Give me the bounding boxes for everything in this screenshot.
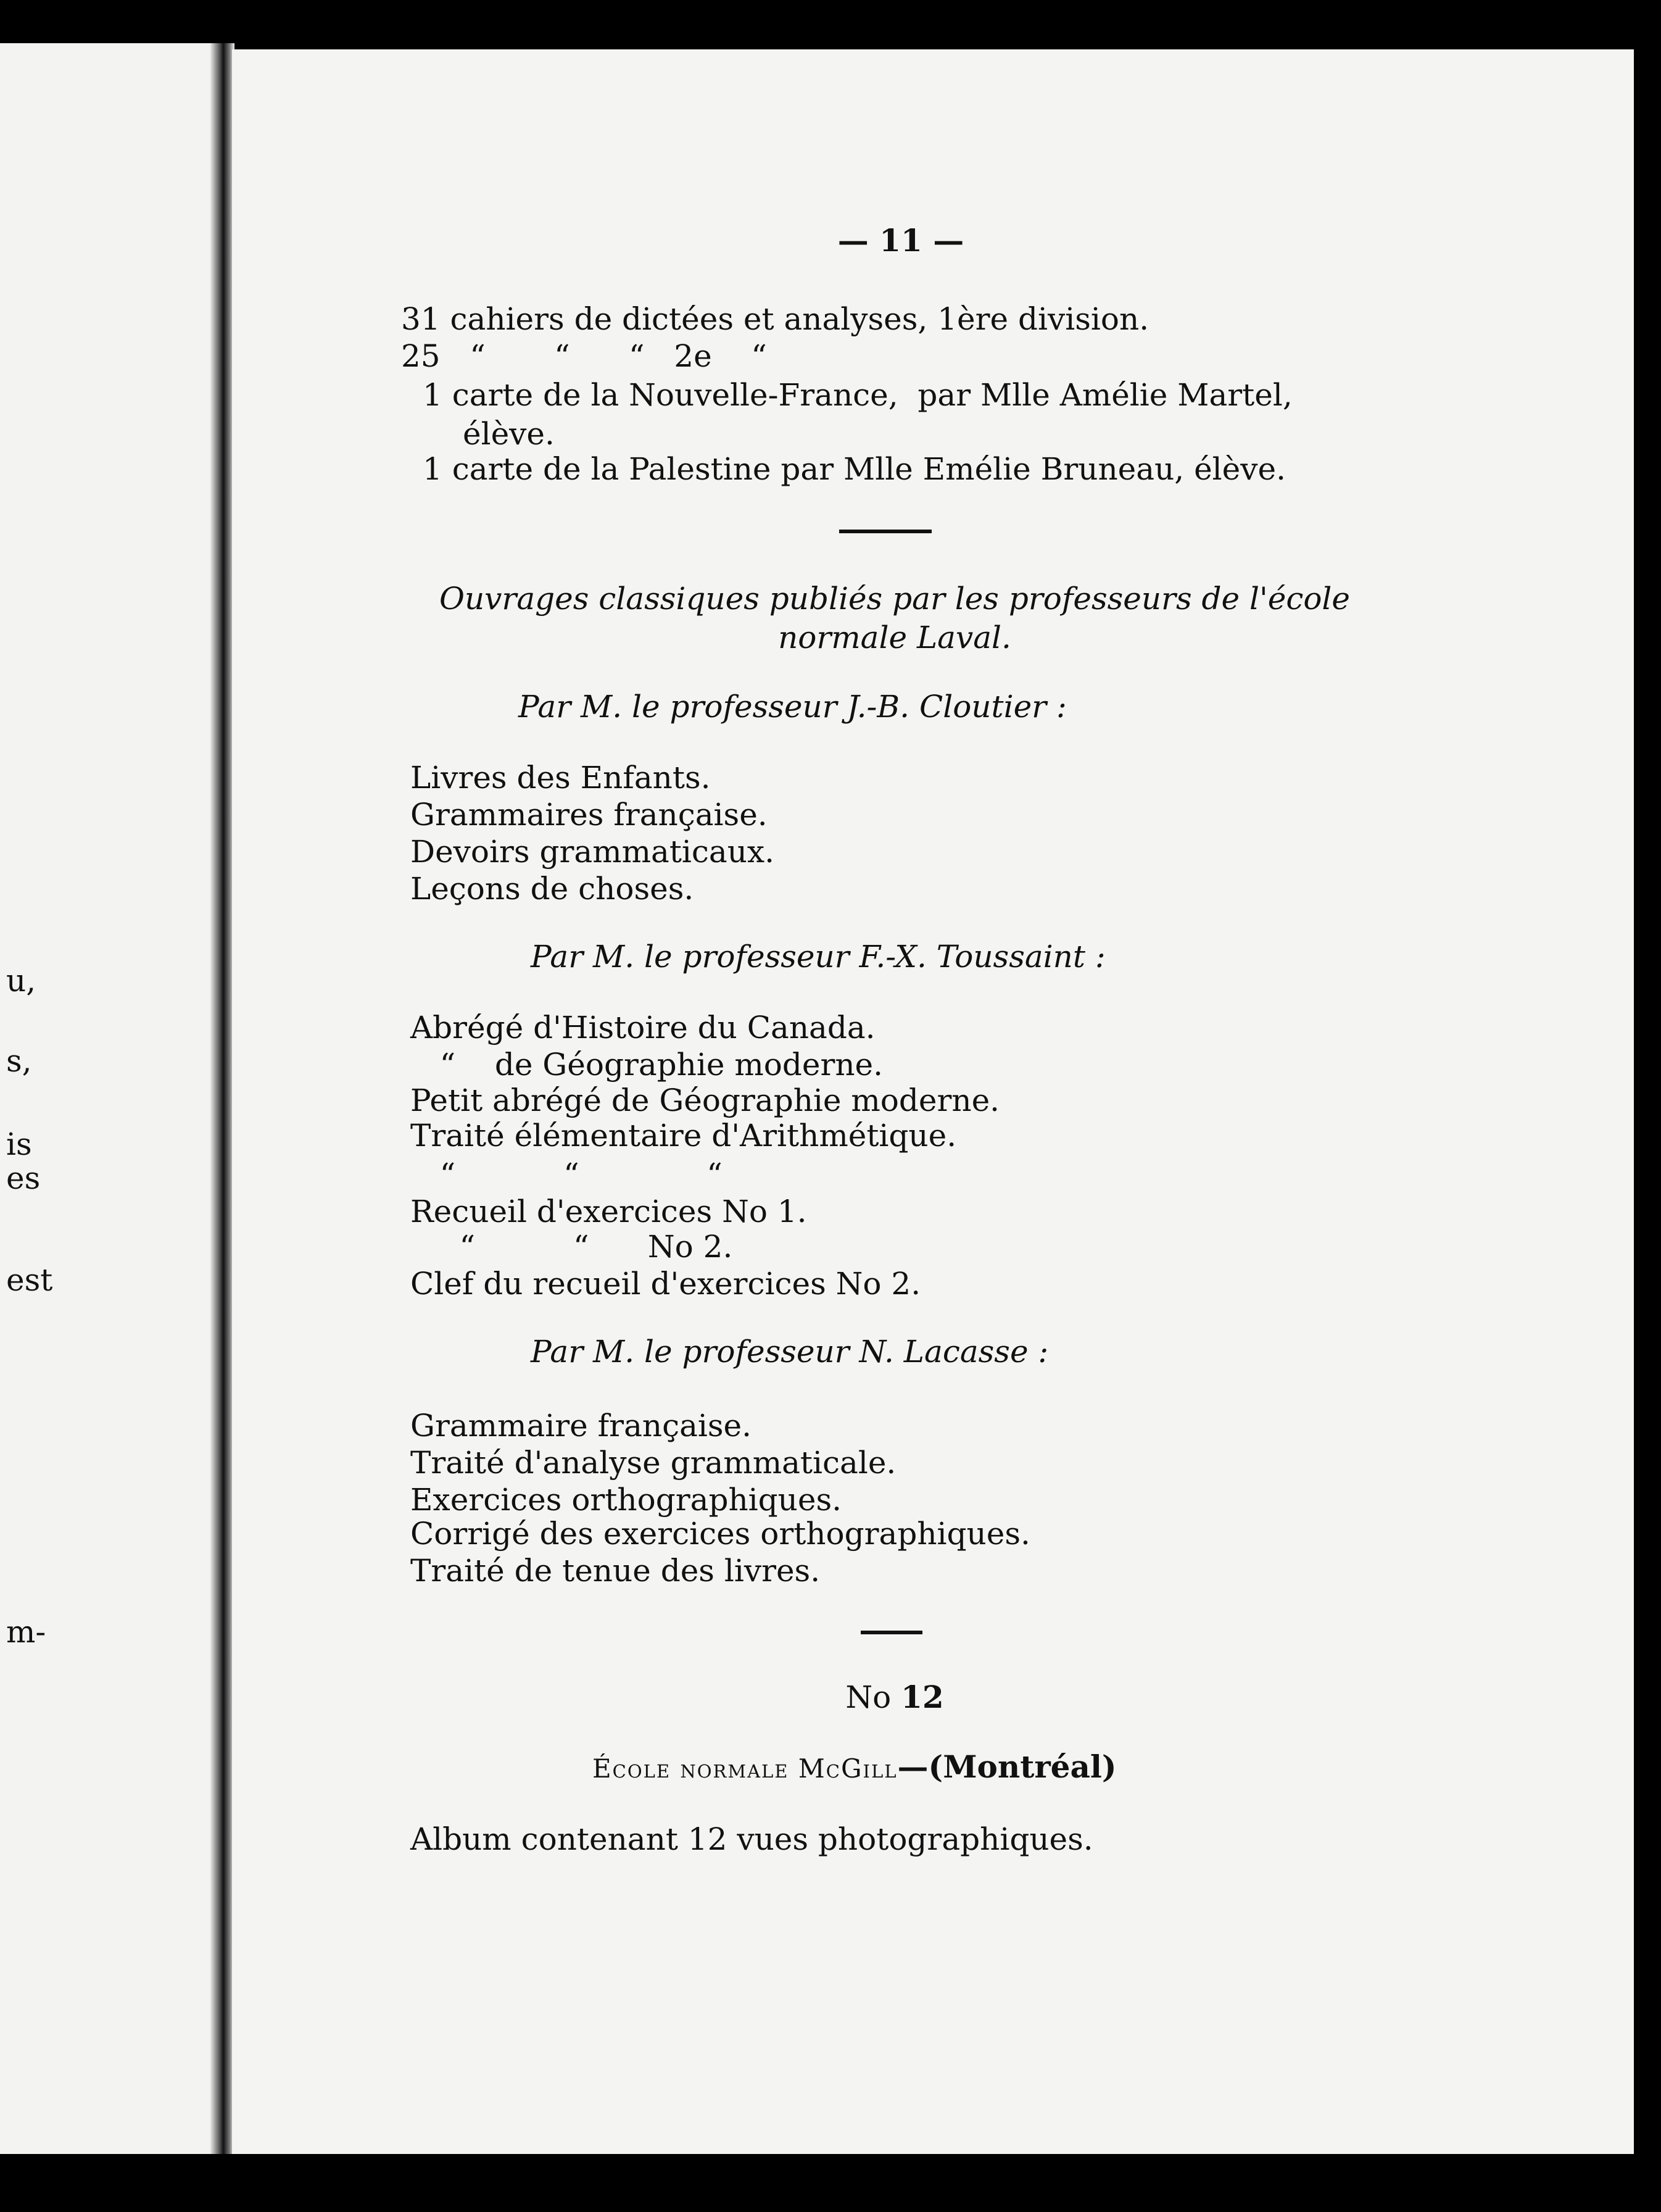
section-number [771, 1679, 1018, 1715]
album-line: Album contenant 12 vues photographiques. [410, 1821, 1093, 1857]
left-page-fragment: es [6, 1160, 41, 1196]
work-title: Recueil d'exercices No 1. [410, 1194, 807, 1229]
left-page-fragment: u, [6, 963, 36, 999]
section-title: Ouvrages classiques publiés par les professeurs de l'école [439, 581, 1351, 617]
work-title: “ “ No 2. [410, 1229, 733, 1265]
school-city: —(Montréal) [897, 1748, 1117, 1785]
item-line: élève. [463, 416, 555, 452]
section-number-label: No [845, 1679, 892, 1715]
author-heading: Par M. le professeur F.-X. Toussaint : [531, 939, 1106, 975]
item-line: 1 carte de la Nouvelle-France, par Mlle Amélie Martel, [423, 377, 1293, 413]
separator-rule [861, 1631, 922, 1634]
work-title: Traité élémentaire d'Arithmétique. [410, 1118, 957, 1154]
left-page [0, 43, 228, 2154]
author-heading: Par M. le professeur N. Lacasse : [531, 1334, 1049, 1370]
work-title: Exercices orthographiques. [410, 1482, 842, 1518]
item-line: 31 cahiers de dictées et analyses, 1ère division. [401, 301, 1149, 337]
section-number-value: 12 [901, 1679, 944, 1715]
left-page-fragment: s, [6, 1043, 32, 1079]
item-line: 1 carte de la Palestine par Mlle Emélie Bruneau, élève. [423, 451, 1286, 487]
left-page-fragment: m- [6, 1614, 46, 1650]
page-number: — 11 — [837, 222, 964, 259]
work-title: Livres des Enfants. [410, 760, 711, 796]
work-title: Corrigé des exercices orthographiques. [410, 1516, 1030, 1552]
work-title: Grammaire française. [410, 1408, 752, 1444]
work-title: Traité d'analyse grammaticale. [410, 1445, 897, 1481]
school-heading [592, 1748, 1117, 1785]
work-title: Traité de tenue des livres. [410, 1553, 821, 1589]
separator-rule [839, 530, 932, 533]
work-title: Devoirs grammaticaux. [410, 834, 775, 870]
section-title-line2: normale Laval. [778, 620, 1011, 655]
book-gutter [210, 43, 234, 2154]
left-page-fragment: is [6, 1126, 32, 1162]
item-line: 25 “ “ “ 2e “ [401, 338, 767, 374]
work-title: “ de Géographie moderne. [410, 1047, 884, 1083]
work-title: Clef du recueil d'exercices No 2. [410, 1266, 921, 1302]
left-page-fragment: est [6, 1262, 53, 1298]
author-heading: Par M. le professeur J.-B. Cloutier : [518, 689, 1067, 725]
work-title: Abrégé d'Histoire du Canada. [410, 1010, 876, 1046]
work-title: “ “ “ [410, 1157, 723, 1192]
work-title: Leçons de choses. [410, 871, 694, 907]
work-title: Petit abrégé de Géographie moderne. [410, 1083, 1000, 1118]
school-name: École normale McGill [592, 1753, 898, 1784]
work-title: Grammaires française. [410, 797, 768, 833]
